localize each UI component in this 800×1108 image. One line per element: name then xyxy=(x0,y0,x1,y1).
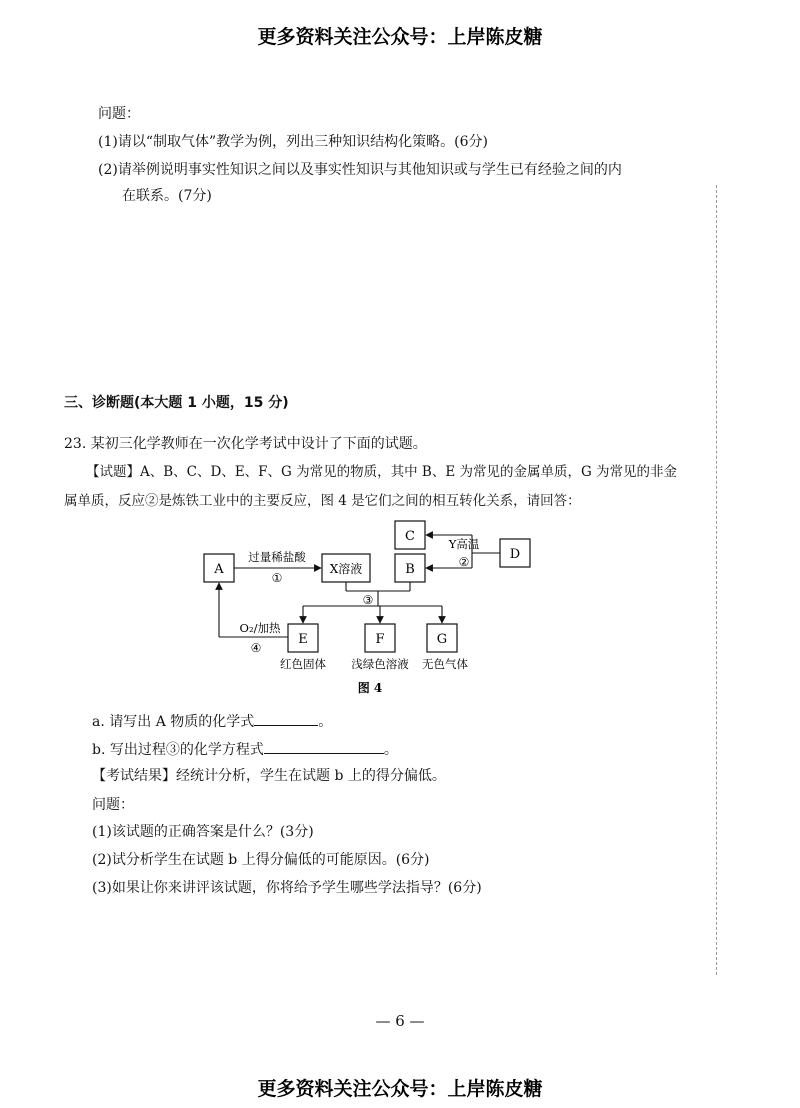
reaction-1-number: ① xyxy=(271,571,283,585)
node-d-label: D xyxy=(509,547,521,562)
page-number: — 6 — xyxy=(375,1012,425,1030)
node-f-label: F xyxy=(375,632,385,647)
answer-blank-a xyxy=(254,711,318,726)
reaction-1-reagent: 过量稀盐酸 xyxy=(248,550,306,564)
q23-part-b-end: 。 xyxy=(383,742,398,758)
bottom-banner: 更多资料关注公众号：上岸陈皮糖 xyxy=(257,1078,543,1100)
q22-question-label: 问题： xyxy=(98,106,140,122)
node-a-label: A xyxy=(214,562,224,577)
q23-part-a xyxy=(92,711,332,732)
q22-item-1: (1)请以“制取气体”教学为例，列出三种知识结构化策略。(6分) xyxy=(98,134,488,150)
reaction-4-reagent: O₂/加热 xyxy=(239,621,281,635)
node-b-label: B xyxy=(405,562,415,577)
node-g-label: G xyxy=(436,632,448,647)
reaction-2-number: ② xyxy=(458,555,470,569)
figure-caption: 图 4 xyxy=(357,681,383,695)
q23-result: 【考试结果】经统计分析，学生在试题 b 上的得分偏低。 xyxy=(92,768,446,784)
reaction-2-reagent: Y高温 xyxy=(448,537,480,551)
reaction-diagram xyxy=(190,515,550,705)
reaction-4-number: ④ xyxy=(250,641,262,655)
node-x-label: X溶液 xyxy=(329,562,363,576)
q23-part-a-end: 。 xyxy=(318,714,333,730)
g-description: 无色气体 xyxy=(422,657,468,671)
node-c-label: C xyxy=(405,529,415,544)
q23-item-2: (2)试分析学生在试题 b 上得分偏低的可能原因。(6分) xyxy=(92,852,430,868)
node-e-label: E xyxy=(298,632,308,647)
q23-item-1: (1)该试题的正确答案是什么？(3分) xyxy=(92,824,314,840)
e-description: 红色固体 xyxy=(280,657,326,671)
answer-blank-b xyxy=(264,739,384,754)
margin-divider xyxy=(716,185,717,975)
q23-part-b xyxy=(92,739,398,760)
q23-problem-line1: 【试题】A、B、C、D、E、F、G 为常见的物质，其中 B、E 为常见的金属单质，G 为常见的非金 xyxy=(86,464,678,480)
top-banner: 更多资料关注公众号：上岸陈皮糖 xyxy=(257,26,543,48)
q22-item-2-cont: 在联系。(7分) xyxy=(122,188,212,204)
q23-intro: 23. 某初三化学教师在一次化学考试中设计了下面的试题。 xyxy=(64,436,427,452)
section-heading: 三、诊断题(本大题 1 小题，15 分) xyxy=(64,395,289,411)
reaction-3-number: ③ xyxy=(362,593,374,607)
q23-problem-line2: 属单质，反应②是炼铁工业中的主要反应，图 4 是它们之间的相互转化关系，请回答： xyxy=(64,493,581,509)
q23-part-b-text: b. 写出过程③的化学方程式 xyxy=(92,742,264,758)
f-description: 浅绿色溶液 xyxy=(351,657,409,671)
q23-question-label: 问题： xyxy=(92,797,134,813)
q23-part-a-text: a. 请写出 A 物质的化学式 xyxy=(92,714,255,730)
q22-item-2: (2)请举例说明事实性知识之间以及事实性知识与其他知识或与学生已有经验之间的内 xyxy=(98,162,622,178)
q23-item-3: (3)如果让你来讲评该试题，你将给予学生哪些学法指导？(6分) xyxy=(92,880,482,896)
